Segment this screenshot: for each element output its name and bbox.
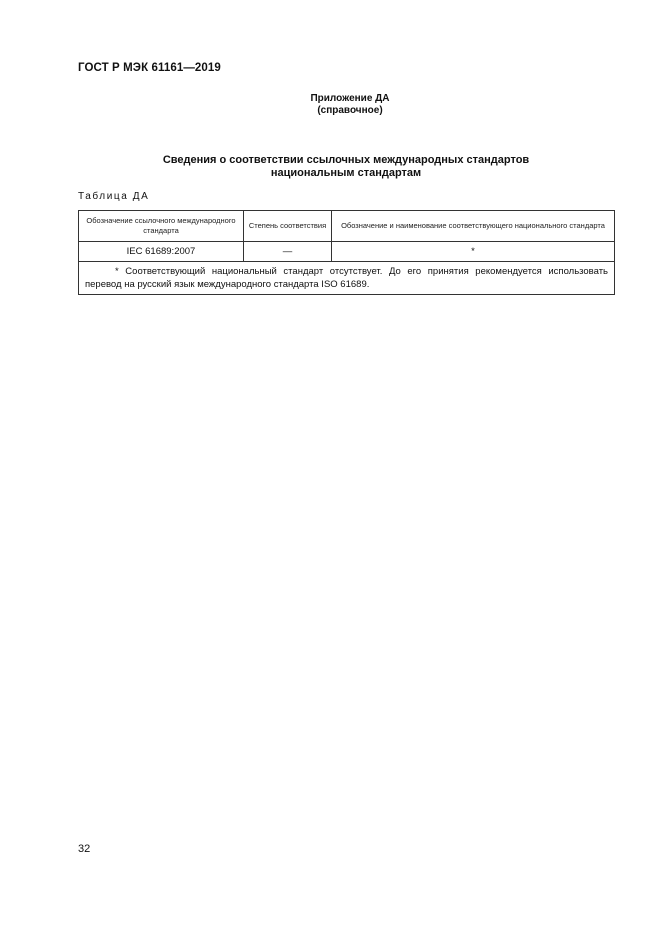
document-code: ГОСТ Р МЭК 61161—2019 — [78, 62, 221, 74]
section-heading — [0, 154, 661, 180]
table-note-text: * Соответствующий национальный стандарт отсутствует. До его принятия рекомендуется использовать перевод на русский язык международного стандарта ISO 61689. — [85, 266, 608, 290]
table-cell-international-standard: IEC 61689:2007 — [79, 242, 244, 262]
column-header-national-standard: Обозначение и наименование соответствующего национального стандарта — [332, 211, 615, 242]
table-cell-national-standard: * — [332, 242, 615, 262]
table-cell-degree-of-conformity: — — [244, 242, 332, 262]
page-number: 32 — [78, 843, 91, 855]
appendix-title: Приложение ДА — [310, 93, 390, 104]
column-header-international-standard: Обозначение ссылочного международного стандарта — [79, 211, 244, 242]
appendix-header — [0, 93, 661, 117]
table-row — [79, 242, 615, 262]
table-header-row — [79, 211, 615, 242]
appendix-subtitle: (справочное) — [317, 105, 383, 116]
section-heading-line-2: национальным стандартам — [270, 167, 422, 179]
table-caption: Таблица ДА — [78, 191, 150, 202]
column-header-degree-of-conformity: Степень соответствия — [244, 211, 332, 242]
table-note-row — [79, 262, 615, 295]
correspondence-table — [78, 210, 615, 295]
section-heading-line-1: Сведения о соответствии ссылочных международных стандартов — [162, 154, 530, 166]
table-note — [79, 262, 615, 295]
